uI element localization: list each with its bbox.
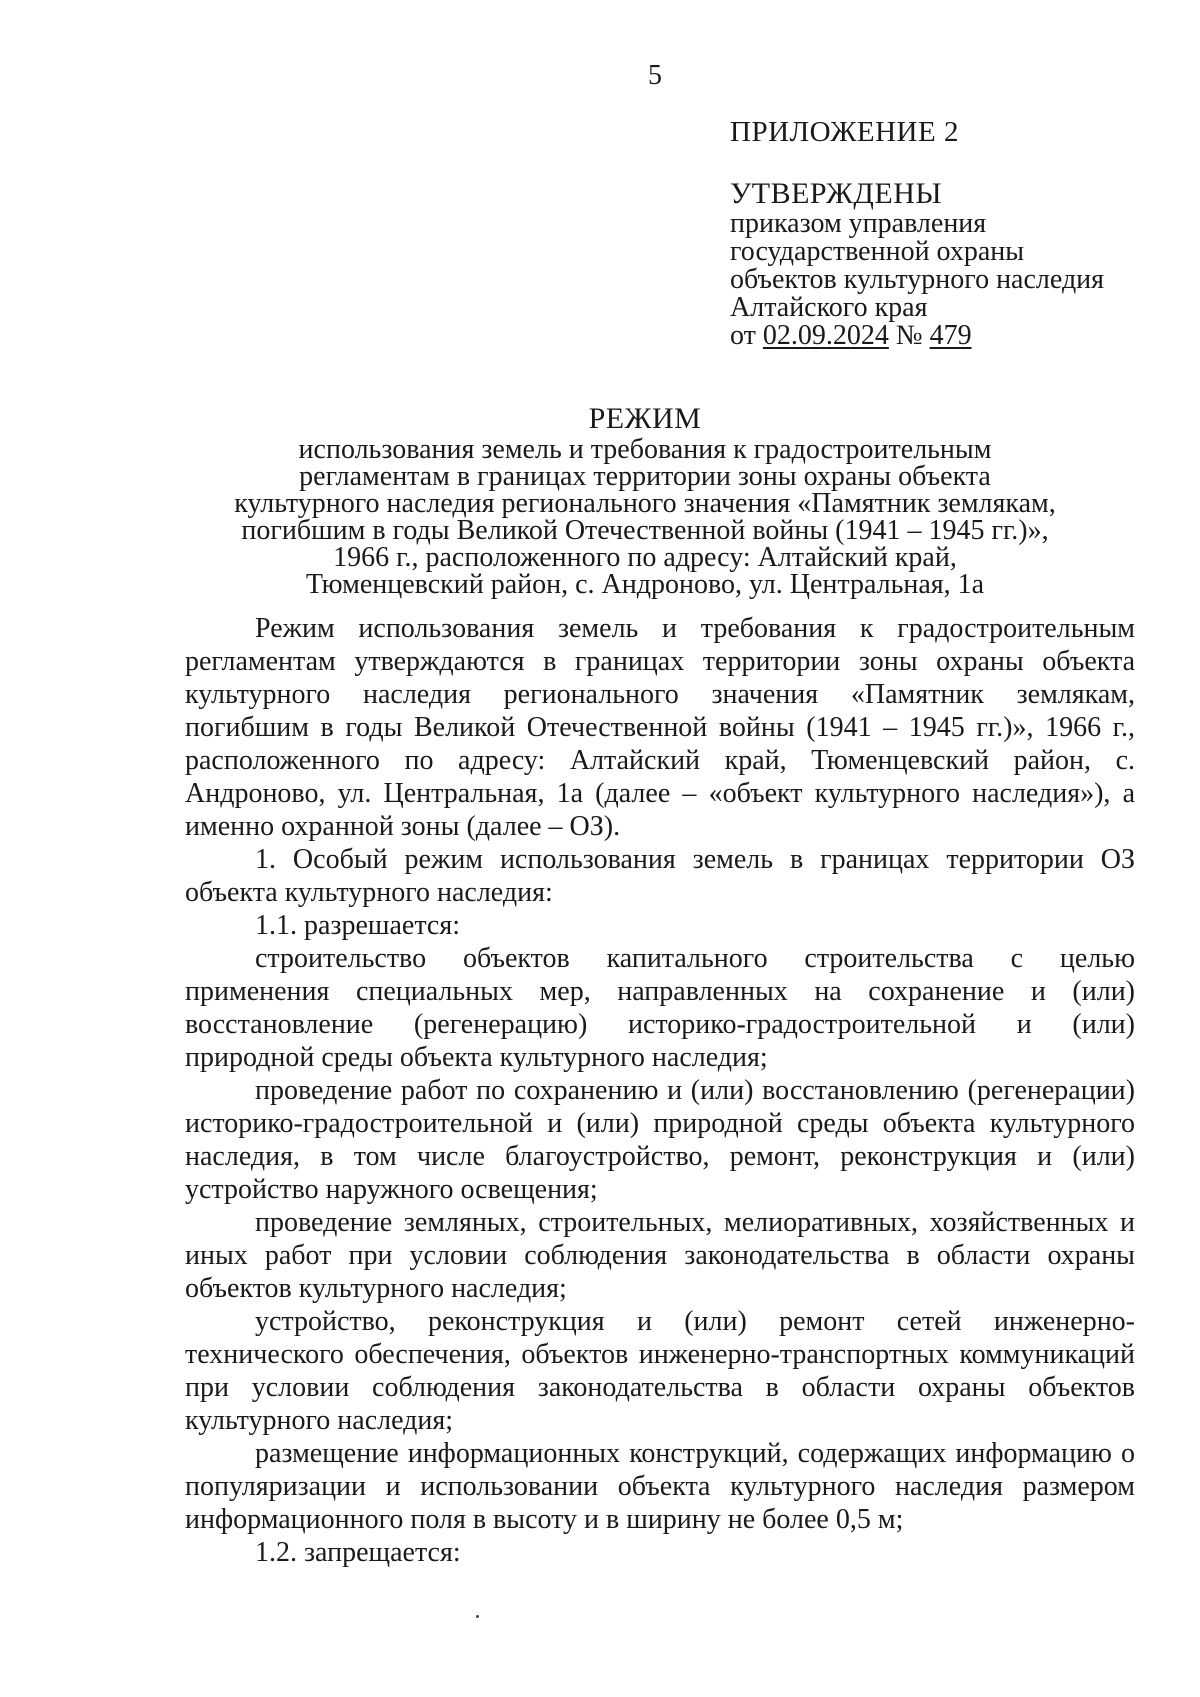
date-prefix: от [730,320,763,351]
title-line: регламентам в границах территории зоны охраны объекта [299,461,991,492]
document-title: РЕЖИМ [588,402,702,435]
allowed-item: проведение работ по сохранению и (или) восстановлению (регенерации) историко-градостроительной и (или) природной среды объекта культурного наследия, в том числе благоустройство, ремонт, реконструкция и (или) устройство наружного освещения; [185,1075,1135,1205]
allowed-item: размещение информационных конструкций, содержащих информацию о популяризации и использовании объекта культурного наследия размером информационного поля в высоту и в ширину не более 0,5 м; [185,1438,1135,1535]
title-line: использования земель и требования к градостроительным [298,434,992,465]
order-number: 479 [929,320,972,351]
approval-line: приказом управления [730,208,987,239]
number-sign: № [888,320,930,351]
order-date: 02.09.2024 [762,320,889,351]
intro-paragraph: Режим использования земель и требования к градостроительным регламентам утверждаются в границах территории зоны охраны объекта культурного наследия регионального значения «Памятник землякам, погибшим в годы Великой Отечественной войны (1941 – 1945 гг.)», 1966 г., расположенного по адресу: Алтайский край, Тюменцевский район, с. Андроново, ул. Центральная, 1а (далее – «объект культурного наследия»), а именно охранной зоны (далее – ОЗ). [185,613,1135,842]
document-title-block [180,402,1110,600]
allowed-item: строительство объектов капитального строительства с целью применения специальных мер, направленных на сохранение и (или) восстановление (регенерацию) историко-градостроительной и (или) природной среды объекта культурного наследия; [185,943,1135,1073]
document-body [185,612,1135,1569]
page-number: 5 [648,60,662,91]
title-line: культурного наследия регионального значения «Памятник землякам, [234,488,1056,519]
section-1-1: 1.1. разрешается: [255,910,460,941]
appendix-label: ПРИЛОЖЕНИЕ 2 [730,116,959,148]
title-line: Тюменцевский район, с. Андроново, ул. Центральная, 1а [305,569,985,600]
approval-line: объектов культурного наследия [730,264,1105,295]
approval-line: Алтайского края [730,292,928,323]
title-line: погибшим в годы Великой Отечественной войны (1941 – 1945 гг.)», [241,515,1049,546]
section-1-2: 1.2. запрещается: [255,1537,461,1568]
section-1: 1. Особый режим использования земель в границах территории ОЗ объекта культурного наследия: [185,844,1135,908]
approval-line: государственной охраны [730,236,1025,267]
allowed-item: устройство, реконструкция и (или) ремонт сетей инженерно-технического обеспечения, объектов инженерно-транспортных коммуникаций при условии соблюдения законодательства в области охраны объектов культурного наследия; [185,1306,1135,1436]
title-line: 1966 г., расположенного по адресу: Алтайский край, [333,542,957,573]
approval-block [730,177,1105,351]
scan-speck [476,1615,479,1618]
allowed-item: проведение земляных, строительных, мелиоративных, хозяйственных и иных работ при условии соблюдения законодательства в области охраны объектов культурного наследия; [185,1207,1135,1304]
approval-date-line [730,322,1104,350]
approval-heading: УТВЕРЖДЕНЫ [730,177,943,210]
